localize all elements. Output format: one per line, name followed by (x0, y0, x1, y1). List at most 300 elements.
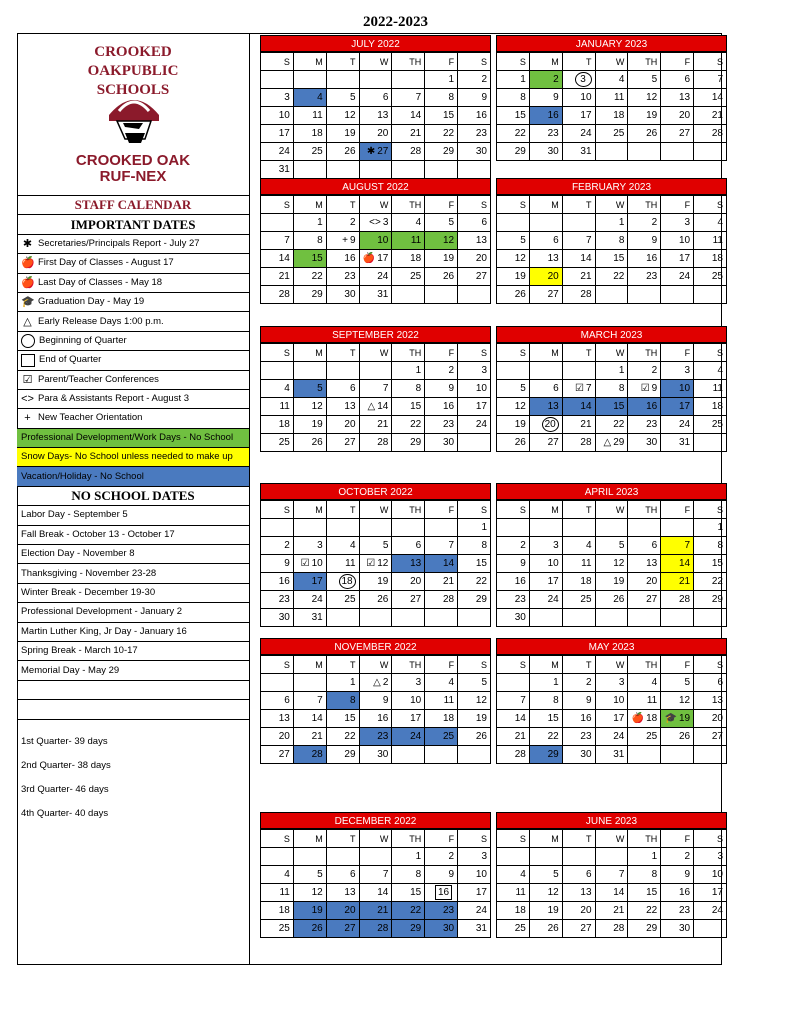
month-calendar (260, 326, 491, 452)
day-cell (595, 746, 628, 764)
day-cell (628, 416, 661, 434)
day-number: 20 (377, 128, 389, 139)
day-number: 27 (410, 594, 422, 605)
day-cell (326, 125, 359, 143)
day-number: 5 (618, 540, 625, 551)
empty-day-cell (529, 609, 562, 627)
weekday-header-row (261, 344, 491, 362)
day-cell (497, 380, 530, 398)
day-cell (392, 884, 425, 902)
day-cell (425, 902, 458, 920)
day-cell (359, 380, 392, 398)
day-cell (529, 692, 562, 710)
day-cell (694, 416, 727, 434)
week-row (261, 380, 491, 398)
day-number: 22 (613, 271, 625, 282)
no-school-row: Spring Break - March 10-17 (17, 642, 249, 661)
day-number: 31 (678, 437, 691, 448)
day-number: 1 (717, 522, 723, 533)
empty-day-cell (497, 214, 530, 232)
day-cell (326, 143, 359, 161)
triangle-icon: △ (603, 437, 612, 448)
day-cell (425, 848, 458, 866)
day-number: 29 (547, 749, 559, 760)
day-number: 7 (585, 383, 592, 394)
empty-day-cell (326, 161, 359, 179)
weekday-label: S (261, 656, 294, 674)
weekday-label: W (359, 830, 392, 848)
day-number: 28 (678, 594, 691, 605)
day-cell (562, 143, 595, 161)
day-number: 22 (344, 731, 356, 742)
weekday-label: M (529, 344, 562, 362)
day-number: 30 (514, 612, 526, 623)
day-cell (458, 214, 491, 232)
week-row (261, 143, 491, 161)
week-row (261, 214, 491, 232)
week-row (497, 362, 727, 380)
day-number: 24 (678, 419, 691, 430)
empty-day-cell (595, 286, 628, 304)
week-row (261, 555, 491, 573)
weekday-label: W (595, 830, 628, 848)
day-cell (458, 848, 491, 866)
weekday-label: S (261, 53, 294, 71)
week-row (497, 710, 727, 728)
day-cell (261, 380, 294, 398)
day-number: 16 (475, 110, 487, 121)
day-cell (562, 107, 595, 125)
spacer (17, 720, 249, 730)
week-row (261, 250, 491, 268)
weekday-header-row (497, 53, 727, 71)
day-cell (326, 746, 359, 764)
day-cell (628, 250, 661, 268)
day-cell (425, 107, 458, 125)
day-number: 23 (344, 271, 356, 282)
day-cell (425, 866, 458, 884)
day-number: 22 (514, 128, 526, 139)
day-cell (497, 107, 530, 125)
day-number: 26 (377, 594, 389, 605)
no-school-row: Election Day - November 8 (17, 545, 249, 564)
day-number: 8 (448, 92, 455, 103)
empty-day-cell (359, 362, 392, 380)
month-header: MARCH 2023 (496, 326, 727, 343)
important-date-label: Para & Assistants Report - August 3 (38, 393, 190, 405)
day-cell (458, 866, 491, 884)
day-cell (497, 232, 530, 250)
day-number: 17 (547, 576, 559, 587)
day-number: 1 (415, 365, 422, 376)
weekday-label: S (497, 196, 530, 214)
day-cell (359, 866, 392, 884)
empty-day-cell (359, 848, 392, 866)
day-cell (326, 214, 359, 232)
day-number: 17 (475, 887, 487, 898)
weekday-label: M (293, 501, 326, 519)
day-cell (261, 398, 294, 416)
blank-row (17, 700, 249, 719)
left-panel (17, 33, 250, 965)
empty-day-cell (694, 286, 727, 304)
weekday-label: M (293, 830, 326, 848)
day-number: 7 (618, 869, 625, 880)
day-number: 11 (646, 695, 658, 706)
day-cell (562, 268, 595, 286)
checkbox-icon: ☑ (640, 383, 650, 394)
week-row (261, 710, 491, 728)
day-number: 28 (711, 128, 723, 139)
weekday-label: W (359, 53, 392, 71)
weekday-label: F (661, 53, 694, 71)
weekday-label: S (261, 344, 294, 362)
day-number: 26 (344, 146, 356, 157)
day-number: 26 (311, 923, 323, 934)
weekday-label: M (293, 656, 326, 674)
empty-day-cell (497, 519, 530, 537)
week-row (497, 214, 727, 232)
empty-day-cell (458, 746, 491, 764)
day-cell (293, 920, 326, 938)
day-number: 3 (284, 92, 290, 103)
week-row (497, 746, 727, 764)
day-number: 24 (613, 731, 625, 742)
day-cell (497, 71, 530, 89)
week-row (497, 143, 727, 161)
day-cell (359, 692, 392, 710)
apple-icon: 🍎 (631, 713, 645, 724)
day-cell (359, 107, 392, 125)
day-number: 22 (613, 419, 625, 430)
important-date-row (17, 254, 249, 273)
day-number: 22 (711, 576, 723, 587)
day-number: 9 (448, 869, 455, 880)
day-number: 19 (344, 128, 356, 139)
day-number: 2 (684, 851, 691, 862)
day-cell (595, 398, 628, 416)
triangle-icon: △ (23, 315, 32, 328)
day-cell (694, 214, 727, 232)
day-cell (261, 710, 294, 728)
day-cell (694, 573, 727, 591)
day-cell (359, 143, 392, 161)
empty-day-cell (595, 519, 628, 537)
day-number: 10 (678, 235, 691, 246)
day-cell (595, 416, 628, 434)
day-cell (497, 398, 530, 416)
day-cell (661, 866, 694, 884)
day-cell (628, 268, 661, 286)
day-cell (458, 398, 491, 416)
day-cell (661, 268, 694, 286)
day-cell (359, 268, 392, 286)
day-number: 22 (442, 128, 455, 139)
day-number: 14 (311, 713, 323, 724)
day-number: 30 (344, 289, 356, 300)
day-cell (628, 107, 661, 125)
day-number: 1 (651, 851, 658, 862)
legend-green: Professional Development/Work Days - No School (17, 429, 249, 448)
empty-day-cell (661, 143, 694, 161)
day-number: 10 (410, 695, 422, 706)
day-number: 28 (377, 923, 389, 934)
day-cell (529, 902, 562, 920)
day-number: 27 (344, 923, 356, 934)
day-cell (326, 89, 359, 107)
day-number: 29 (646, 923, 658, 934)
month-table (496, 655, 727, 764)
day-number: 22 (646, 905, 658, 916)
weekday-label: S (458, 656, 491, 674)
day-cell (392, 107, 425, 125)
day-cell (595, 674, 628, 692)
day-number: 12 (646, 92, 658, 103)
day-number: 16 (678, 887, 691, 898)
day-number: 29 (514, 146, 526, 157)
day-number: 24 (678, 271, 691, 282)
week-row (261, 71, 491, 89)
day-cell (595, 710, 628, 728)
day-cell (529, 710, 562, 728)
day-cell (595, 555, 628, 573)
day-number: 10 (475, 383, 487, 394)
no-school-row: Fall Break - October 13 - October 17 (17, 526, 249, 545)
day-cell (497, 728, 530, 746)
day-cell (628, 710, 661, 728)
weekday-label: TH (392, 830, 425, 848)
day-number: 30 (547, 146, 559, 157)
day-number: 10 (678, 383, 691, 394)
day-number: 19 (514, 419, 526, 430)
day-cell (595, 71, 628, 89)
empty-day-cell (628, 519, 661, 537)
day-number: 26 (613, 594, 625, 605)
day-cell (694, 902, 727, 920)
day-cell (326, 286, 359, 304)
week-row (497, 380, 727, 398)
day-cell (458, 362, 491, 380)
day-cell (595, 728, 628, 746)
empty-day-cell (425, 519, 458, 537)
month-calendar (260, 638, 491, 764)
day-number: 4 (618, 74, 625, 85)
day-cell (261, 232, 294, 250)
day-number: 24 (547, 594, 559, 605)
important-date-label: Parent/Teacher Conferences (38, 373, 159, 385)
day-number: 25 (613, 128, 625, 139)
day-number: 13 (580, 887, 592, 898)
empty-day-cell (261, 674, 294, 692)
weekday-label: TH (628, 196, 661, 214)
quarter-row: 1st Quarter- 39 days (21, 735, 108, 747)
day-number: 16 (646, 253, 658, 264)
empty-day-cell (628, 286, 661, 304)
day-number: 24 (475, 905, 487, 916)
weekday-label: TH (392, 656, 425, 674)
month-calendar (496, 35, 727, 161)
day-cell (497, 692, 530, 710)
day-cell (458, 573, 491, 591)
day-number: 15 (311, 253, 323, 264)
day-cell (694, 848, 727, 866)
day-number: 21 (410, 128, 422, 139)
day-number: 18 (278, 905, 290, 916)
day-number: 14 (410, 110, 422, 121)
day-number: 26 (475, 731, 487, 742)
week-row (497, 848, 727, 866)
day-number: 17 (613, 713, 625, 724)
blank-row (17, 681, 249, 700)
day-cell (458, 71, 491, 89)
day-cell (595, 250, 628, 268)
day-number: 16 (514, 576, 526, 587)
day-number: 25 (646, 731, 658, 742)
empty-day-cell (326, 848, 359, 866)
day-number: 23 (678, 905, 691, 916)
empty-day-cell (261, 362, 294, 380)
day-cell (529, 416, 562, 434)
day-number: 10 (711, 869, 723, 880)
day-number: 7 (382, 383, 389, 394)
apple-icon: 🍎 (21, 257, 35, 270)
day-cell (326, 710, 359, 728)
weekday-label: S (694, 830, 727, 848)
month-calendar (260, 35, 491, 179)
week-row (261, 746, 491, 764)
day-number: 28 (613, 923, 625, 934)
month-calendar (260, 178, 491, 304)
day-number: 17 (711, 887, 723, 898)
week-row (497, 555, 727, 573)
weekday-label: T (326, 830, 359, 848)
weekday-label: S (497, 501, 530, 519)
day-number: 11 (279, 401, 290, 412)
day-number: 23 (514, 594, 526, 605)
week-row (497, 71, 727, 89)
day-cell (359, 89, 392, 107)
day-cell (628, 920, 661, 938)
week-row (261, 920, 491, 938)
week-row (261, 107, 491, 125)
day-cell (628, 537, 661, 555)
empty-day-cell (261, 214, 294, 232)
day-cell (293, 537, 326, 555)
empty-day-cell (261, 848, 294, 866)
triangle-icon: △ (367, 401, 376, 412)
week-row (261, 537, 491, 555)
day-cell (261, 161, 294, 179)
day-cell (425, 416, 458, 434)
day-number: 24 (278, 146, 290, 157)
month-table (260, 52, 491, 179)
weekday-label: F (661, 344, 694, 362)
day-number: 12 (475, 695, 487, 706)
day-cell (293, 89, 326, 107)
day-cell (529, 268, 562, 286)
day-number: 31 (580, 146, 592, 157)
day-number: 26 (514, 289, 526, 300)
day-cell (392, 362, 425, 380)
day-number: 13 (678, 92, 691, 103)
day-cell (661, 902, 694, 920)
day-number: 18 (311, 128, 323, 139)
month-calendar (496, 812, 727, 938)
day-number: 20 (547, 271, 559, 282)
day-cell (326, 398, 359, 416)
day-cell (392, 920, 425, 938)
important-date-label: Last Day of Classes - May 18 (38, 276, 163, 288)
month-header: FEBRUARY 2023 (496, 178, 727, 195)
day-number: 26 (678, 731, 691, 742)
day-number: 19 (475, 713, 487, 724)
weekday-label: TH (392, 344, 425, 362)
day-cell (425, 268, 458, 286)
day-cell (595, 902, 628, 920)
day-number: 3 (481, 365, 487, 376)
day-number: 2 (284, 540, 290, 551)
week-row (261, 362, 491, 380)
day-number: 26 (547, 923, 559, 934)
day-number: 17 (278, 128, 290, 139)
day-number: 14 (377, 401, 389, 412)
day-cell (293, 728, 326, 746)
week-row (261, 125, 491, 143)
day-cell (694, 866, 727, 884)
day-number: 23 (646, 271, 658, 282)
day-cell (261, 125, 294, 143)
day-number: 26 (442, 271, 455, 282)
day-cell (497, 268, 530, 286)
day-number: 25 (278, 437, 290, 448)
day-cell (694, 398, 727, 416)
day-number: 8 (349, 695, 356, 706)
day-cell (661, 692, 694, 710)
day-cell (293, 591, 326, 609)
week-row (261, 519, 491, 537)
day-cell (562, 710, 595, 728)
day-cell (529, 573, 562, 591)
day-cell (392, 89, 425, 107)
day-cell (458, 728, 491, 746)
checkbox-icon: ☑ (22, 373, 33, 386)
empty-day-cell (694, 434, 727, 452)
empty-day-cell (595, 609, 628, 627)
day-cell (425, 674, 458, 692)
day-cell (425, 555, 458, 573)
day-cell (458, 380, 491, 398)
day-cell (694, 555, 727, 573)
day-cell (661, 537, 694, 555)
day-number: 25 (580, 594, 592, 605)
day-number: 21 (377, 905, 389, 916)
week-row (261, 848, 491, 866)
empty-day-cell (261, 71, 294, 89)
day-number: 23 (547, 128, 559, 139)
day-number: 19 (646, 110, 658, 121)
day-cell (497, 710, 530, 728)
day-number: 14 (711, 92, 723, 103)
day-cell (661, 250, 694, 268)
day-number: 7 (317, 695, 323, 706)
month-table (496, 52, 727, 161)
day-cell (359, 232, 392, 250)
empty-day-cell (326, 609, 359, 627)
day-number: 13 (475, 235, 487, 246)
day-cell (326, 591, 359, 609)
day-number: 15 (410, 401, 422, 412)
day-number: 14 (514, 713, 526, 724)
